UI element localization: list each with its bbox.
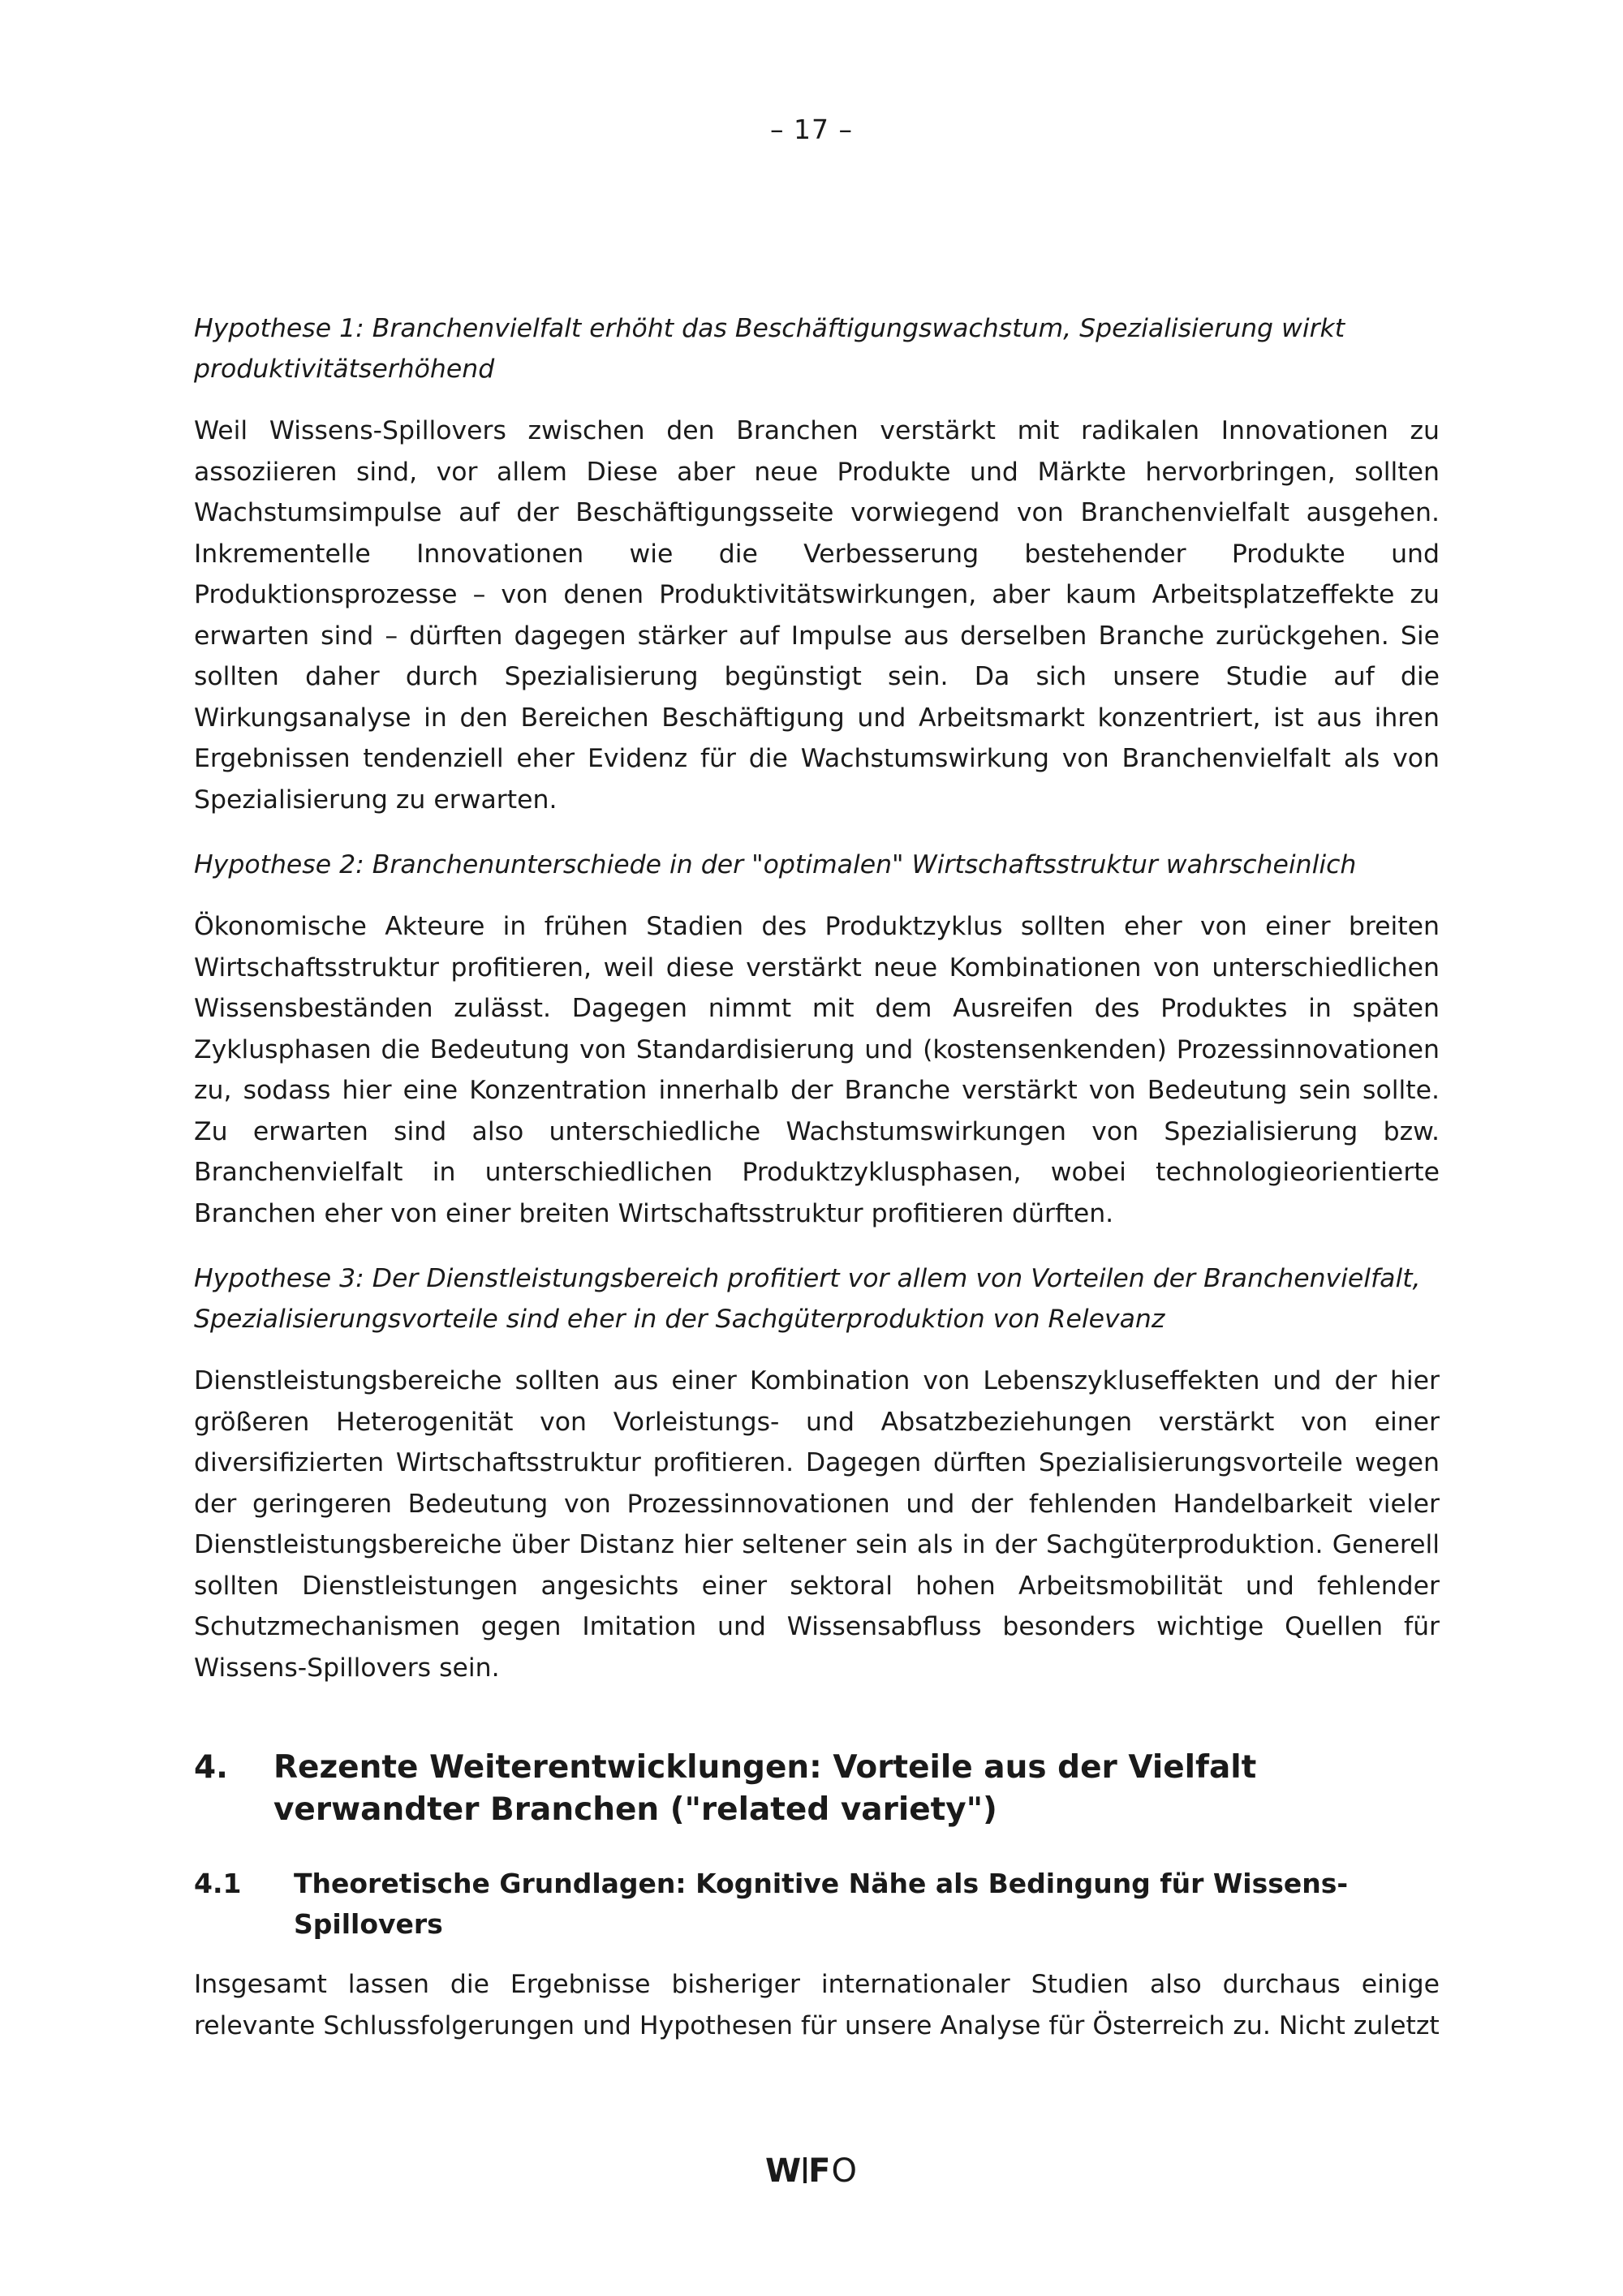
section-title: Rezente Weiterentwicklungen: Vorteile aus der Vielfalt verwandter Branchen ("related variety") (273, 1749, 1257, 1828)
hypothesis-2-paragraph: Ökonomische Akteure in frühen Stadien des Produktzyklus sollten eher von einer breiten Wirtschaftsstruktur profitieren, weil diese verstärkt neue Kombinationen von unterschiedlichen Wissensbeständen zulässt. Dagegen nimmt mit dem Ausreifen des Produktes in späten Zyklusphasen die Bedeutung von Standardisierung und (kostensenkenden) Prozessinnovationen zu, sodass hier eine Konzentration innerhalb der Branche verstärkt von Bedeutung sein sollte. Zu erwarten sind also unterschiedliche Wachstumswirkungen von Spezialisierung bzw. Branchenvielfalt in unterschiedlichen Produktzyklusphasen, wobei technologieorientierte Branchen eher von einer breiten Wirtschaftsstruktur profitieren dürften. (194, 912, 1440, 1228)
logo-divider (803, 2157, 807, 2183)
subsection-title: Theoretische Grundlagen: Kognitive Nähe als Bedingung für Wissens-Spillovers (294, 1868, 1349, 1940)
section-number: 4. (194, 1749, 228, 1786)
hypothesis-2-title: Hypothese 2: Branchenunterschiede in der "optimalen" Wirtschaftsstruktur wahrscheinlich (194, 850, 1357, 879)
hypothesis-3-paragraph: Dienstleistungsbereiche sollten aus einer Kombination von Lebenszykluseffekten und der hier größeren Heterogenität von Vorleistungs- und Absatzbeziehungen verstärkt von einer diversifizierten Wirtschaftsstruktur profitieren. Dagegen dürften Spezialisierungsvorteile wegen der geringeren Bedeutung von Prozessinnovationen und der fehlenden Handelbarkeit vieler Dienstleistungsbereiche über Distanz hier seltener sein als in der Sachgüterproduktion. Generell sollten Dienstleistungen angesichts einer sektoral hohen Arbeitsmobilität und fehlender Schutzmechanismen gegen Imitation und Wissensabfluss besonders wichtige Quellen für Wissens-Spillovers sein. (194, 1366, 1440, 1683)
hypothesis-1-paragraph: Weil Wissens-Spillovers zwischen den Branchen verstärkt mit radikalen Innovationen zu assoziieren sind, vor allem Diese aber neue Produkte und Märkte hervorbringen, sollten Wachstumsimpulse auf der Beschäftigungsseite vorwiegend von Branchenvielfalt ausgehen. Inkrementelle Innovationen wie die Verbesserung bestehender Produkte und Produktionsprozesse – von denen Produktivitätswirkungen, aber kaum Arbeitsplatzeffekte zu erwarten sind – dürften dagegen stärker auf Impulse aus derselben Branche zurückgehen. Sie sollten daher durch Spezialisierung begünstigt sein. Da sich unsere Studie auf die Wirkungsanalyse in den Bereichen Beschäftigung und Arbeitsmarkt konzentriert, ist aus ihren Ergebnissen tendenziell eher Evidenz für die Wachstumswirkung von Branchenvielfalt als von Spezialisierung zu erwarten. (194, 416, 1440, 815)
section-heading-4 (194, 1747, 1440, 1831)
hypothesis-3-title: Hypothese 3: Der Dienstleistungsbereich profitiert vor allem von Vorteilen der Branchenvielfalt, Spezialisierungsvorteile sind eher in der Sachgüterproduktion von Relevanz (194, 1264, 1421, 1334)
subsection-number: 4.1 (194, 1868, 242, 1899)
subsection-heading-4-1 (194, 1864, 1440, 1945)
logo-letter-o: O (831, 2152, 858, 2190)
logo-letter-w: W (765, 2152, 803, 2190)
logo-letter-f: F (808, 2152, 832, 2190)
subsection-paragraph: Insgesamt lassen die Ergebnisse bisheriger internationaler Studien also durchaus einige relevante Schlussfolgerungen und Hypothesen für unsere Analyse für Österreich zu. Nicht zuletzt (194, 1970, 1440, 2040)
wifo-logo (0, 2152, 1623, 2190)
document-body (194, 308, 1440, 2070)
page-number: – 17 – (770, 114, 853, 145)
hypothesis-1-title: Hypothese 1: Branchenvielfalt erhöht das Beschäftigungswachstum, Spezialisierung wirkt produktivitätserhöhend (194, 314, 1345, 384)
